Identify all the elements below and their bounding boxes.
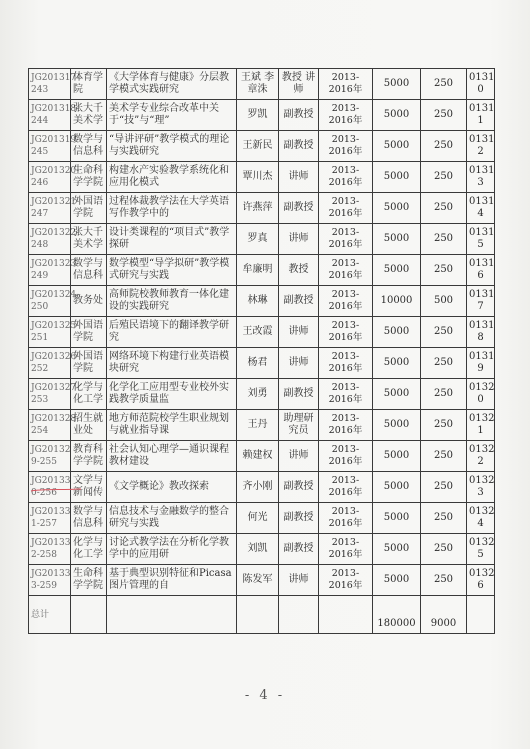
project-title-cell: 信息技术与金融数学的整合研究与实践 [107, 503, 237, 534]
serial-number-cell: 0132 3 [467, 472, 495, 503]
title-rank-cell: 讲师 [279, 348, 319, 379]
project-code-cell: JG201322-248 [29, 224, 71, 255]
table-row [29, 503, 495, 534]
leader-name-cell: 何光 [237, 503, 279, 534]
period-cell: 2013-2016年 [319, 348, 373, 379]
project-code-cell: JG201317-243 [29, 69, 71, 100]
fee-cell: 250 [421, 534, 467, 565]
title-rank-cell: 副教授 [279, 472, 319, 503]
leader-name-cell: 刘凯 [237, 534, 279, 565]
total-row [29, 596, 495, 634]
project-table [28, 68, 495, 634]
funding-cell: 5000 [373, 255, 421, 286]
leader-name-cell: 罗凯 [237, 100, 279, 131]
funding-cell: 5000 [373, 224, 421, 255]
serial-number-cell: 0132 6 [467, 565, 495, 596]
project-code-cell: JG20133 1-257 [29, 503, 71, 534]
department-cell: 招生就业处 [71, 410, 107, 441]
table-row [29, 348, 495, 379]
funding-cell: 5000 [373, 317, 421, 348]
title-rank-cell: 讲师 [279, 317, 319, 348]
serial-number-cell: 0131 0 [467, 69, 495, 100]
funding-cell: 5000 [373, 69, 421, 100]
project-code-cell: JG201325-251 [29, 317, 71, 348]
serial-number-cell: 0131 9 [467, 348, 495, 379]
funding-cell: 5000 [373, 162, 421, 193]
funding-cell: 5000 [373, 472, 421, 503]
funding-cell: 10000 [373, 286, 421, 317]
table-row [29, 69, 495, 100]
title-rank-cell: 教授 [279, 255, 319, 286]
title-rank-cell: 副教授 [279, 534, 319, 565]
period-cell: 2013-2016年 [319, 286, 373, 317]
department-cell: 体育学院 [71, 69, 107, 100]
funding-cell: 5000 [373, 565, 421, 596]
title-rank-cell: 教授 讲师 [279, 69, 319, 100]
empty-cell [467, 596, 495, 634]
title-rank-cell: 讲师 [279, 224, 319, 255]
project-code-cell: JG20133 2-258 [29, 534, 71, 565]
department-cell: 数学与信息科 [71, 255, 107, 286]
leader-name-cell: 王斌 李章洙 [237, 69, 279, 100]
title-rank-cell: 讲师 [279, 162, 319, 193]
project-code-cell: JG201326-252 [29, 348, 71, 379]
department-cell: 外国语学院 [71, 317, 107, 348]
table-row [29, 224, 495, 255]
fee-cell: 250 [421, 503, 467, 534]
fee-cell: 250 [421, 565, 467, 596]
title-rank-cell: 副教授 [279, 131, 319, 162]
table-row [29, 565, 495, 596]
project-code-cell: JG201318-244 [29, 100, 71, 131]
table-row [29, 162, 495, 193]
fee-cell: 250 [421, 379, 467, 410]
project-title-cell: 地方师范院校学生职业规划与就业指导课 [107, 410, 237, 441]
project-code-cell: JG201320-246 [29, 162, 71, 193]
period-cell: 2013-2016年 [319, 162, 373, 193]
department-cell: 生命科学学院 [71, 565, 107, 596]
empty-cell [71, 596, 107, 634]
serial-number-cell: 0131 7 [467, 286, 495, 317]
fee-cell: 250 [421, 317, 467, 348]
serial-number-cell: 0132 2 [467, 441, 495, 472]
period-cell: 2013-2016年 [319, 503, 373, 534]
empty-cell [237, 596, 279, 634]
fee-cell: 250 [421, 193, 467, 224]
period-cell: 2013-2016年 [319, 100, 373, 131]
funding-cell: 5000 [373, 100, 421, 131]
period-cell: 2013-2016年 [319, 224, 373, 255]
table-row [29, 441, 495, 472]
fee-cell: 250 [421, 348, 467, 379]
period-cell: 2013-2016年 [319, 472, 373, 503]
project-title-cell: “导讲评研”教学模式的理论与实践研究 [107, 131, 237, 162]
title-rank-cell: 副教授 [279, 379, 319, 410]
empty-cell [107, 596, 237, 634]
leader-name-cell: 王丹 [237, 410, 279, 441]
table-row [29, 286, 495, 317]
project-title-cell: 构建水产实验教学系统化和应用化模式 [107, 162, 237, 193]
table-row [29, 100, 495, 131]
table-row [29, 379, 495, 410]
project-code-cell: JG201319-245 [29, 131, 71, 162]
leader-name-cell: 王改霞 [237, 317, 279, 348]
serial-number-cell: 0131 8 [467, 317, 495, 348]
project-code-cell: JG201324-250 [29, 286, 71, 317]
serial-number-cell: 0132 0 [467, 379, 495, 410]
department-cell: 化学与化工学 [71, 534, 107, 565]
project-code-cell: JG20132 9-255 [29, 441, 71, 472]
department-cell: 张大千美术学 [71, 100, 107, 131]
project-title-cell: 后殖民语境下的翻译教学研究 [107, 317, 237, 348]
funding-cell: 5000 [373, 534, 421, 565]
fee-cell: 250 [421, 100, 467, 131]
project-title-cell: 讨论式教学法在分析化学教学中的应用研 [107, 534, 237, 565]
leader-name-cell: 罗真 [237, 224, 279, 255]
period-cell: 2013-2016年 [319, 69, 373, 100]
project-title-cell: 数学模型“导学拟研”教学模式研究与实践 [107, 255, 237, 286]
fee-cell: 250 [421, 472, 467, 503]
project-title-cell: 社会认知心理学—通识课程教材建设 [107, 441, 237, 472]
period-cell: 2013-2016年 [319, 534, 373, 565]
department-cell: 张大千美术学 [71, 224, 107, 255]
department-cell: 化学与化工学 [71, 379, 107, 410]
serial-number-cell: 0131 6 [467, 255, 495, 286]
fee-cell: 250 [421, 69, 467, 100]
fee-cell: 250 [421, 441, 467, 472]
project-code-cell: JG201328-254 [29, 410, 71, 441]
serial-number-cell: 0131 4 [467, 193, 495, 224]
table-row [29, 472, 495, 503]
period-cell: 2013-2016年 [319, 193, 373, 224]
department-cell: 教育科学学院 [71, 441, 107, 472]
leader-name-cell: 许燕萍 [237, 193, 279, 224]
empty-cell [319, 596, 373, 634]
project-title-cell: 网络环境下构建行业英语模块研究 [107, 348, 237, 379]
period-cell: 2013-2016年 [319, 410, 373, 441]
period-cell: 2013-2016年 [319, 131, 373, 162]
department-cell: 外国语学院 [71, 348, 107, 379]
funding-cell: 5000 [373, 193, 421, 224]
funding-cell: 5000 [373, 410, 421, 441]
project-code-cell: JG201327-253 [29, 379, 71, 410]
table-body [29, 69, 495, 634]
title-rank-cell: 副教授 [279, 193, 319, 224]
serial-number-cell: 0131 2 [467, 131, 495, 162]
title-rank-cell: 副教授 [279, 100, 319, 131]
table-row [29, 410, 495, 441]
fee-cell: 250 [421, 162, 467, 193]
project-title-cell: 高师院校教师教育一体化建设的实践研究 [107, 286, 237, 317]
project-code-cell: JG20133 0-256 [29, 472, 71, 503]
project-title-cell: 化学化工应用型专业校外实践教学质量监 [107, 379, 237, 410]
table-row [29, 255, 495, 286]
serial-number-cell: 0131 5 [467, 224, 495, 255]
table-row [29, 193, 495, 224]
project-title-cell: 美术学专业综合改革中关于“技”与“理” [107, 100, 237, 131]
fee-cell: 250 [421, 255, 467, 286]
total-label-cell: 总计 [29, 596, 71, 634]
serial-number-cell: 0132 4 [467, 503, 495, 534]
title-rank-cell: 讲师 [279, 441, 319, 472]
funding-cell: 5000 [373, 348, 421, 379]
funding-cell: 5000 [373, 441, 421, 472]
fee-cell: 250 [421, 224, 467, 255]
leader-name-cell: 林琳 [237, 286, 279, 317]
project-title-cell: 基于典型识别特征和Picasa图片管理的自 [107, 565, 237, 596]
table-row [29, 131, 495, 162]
leader-name-cell: 杨君 [237, 348, 279, 379]
total-fee-cell: 9000 [421, 596, 467, 634]
period-cell: 2013-2016年 [319, 255, 373, 286]
serial-number-cell: 0131 1 [467, 100, 495, 131]
fee-cell: 250 [421, 410, 467, 441]
project-code-cell: JG201323-249 [29, 255, 71, 286]
department-cell: 教务处 [71, 286, 107, 317]
funding-cell: 5000 [373, 131, 421, 162]
serial-number-cell: 0132 5 [467, 534, 495, 565]
period-cell: 2013-2016年 [319, 317, 373, 348]
leader-name-cell: 覃川杰 [237, 162, 279, 193]
leader-name-cell: 王新民 [237, 131, 279, 162]
page-number: - 4 - [244, 688, 286, 703]
serial-number-cell: 0131 3 [467, 162, 495, 193]
project-title-cell: 《文学概论》教改探索 [107, 472, 237, 503]
period-cell: 2013-2016年 [319, 379, 373, 410]
leader-name-cell: 陈发军 [237, 565, 279, 596]
empty-cell [279, 596, 319, 634]
title-rank-cell: 讲师 [279, 565, 319, 596]
fee-cell: 500 [421, 286, 467, 317]
period-cell: 2013-2016年 [319, 565, 373, 596]
leader-name-cell: 刘勇 [237, 379, 279, 410]
department-cell: 数学与信息科 [71, 503, 107, 534]
title-rank-cell: 助理研究员 [279, 410, 319, 441]
department-cell: 文学与新闻传 [71, 472, 107, 503]
leader-name-cell: 赖建权 [237, 441, 279, 472]
department-cell: 外国语学院 [71, 193, 107, 224]
total-funding-cell: 180000 [373, 596, 421, 634]
leader-name-cell: 齐小刚 [237, 472, 279, 503]
table-row [29, 317, 495, 348]
title-rank-cell: 副教授 [279, 286, 319, 317]
funding-cell: 5000 [373, 379, 421, 410]
project-title-cell: 过程体裁教学法在大学英语写作教学中的 [107, 193, 237, 224]
serial-number-cell: 0132 1 [467, 410, 495, 441]
project-title-cell: 《大学体育与健康》分层教学模式实践研究 [107, 69, 237, 100]
project-code-cell: JG20133 3-259 [29, 565, 71, 596]
project-title-cell: 设计类课程的“项目式”教学探研 [107, 224, 237, 255]
funding-cell: 5000 [373, 503, 421, 534]
project-code-cell: JG201321-247 [29, 193, 71, 224]
department-cell: 生命科学学院 [71, 162, 107, 193]
department-cell: 数学与信息科 [71, 131, 107, 162]
leader-name-cell: 牟廉明 [237, 255, 279, 286]
table-row [29, 534, 495, 565]
title-rank-cell: 副教授 [279, 503, 319, 534]
fee-cell: 250 [421, 131, 467, 162]
period-cell: 2013-2016年 [319, 441, 373, 472]
